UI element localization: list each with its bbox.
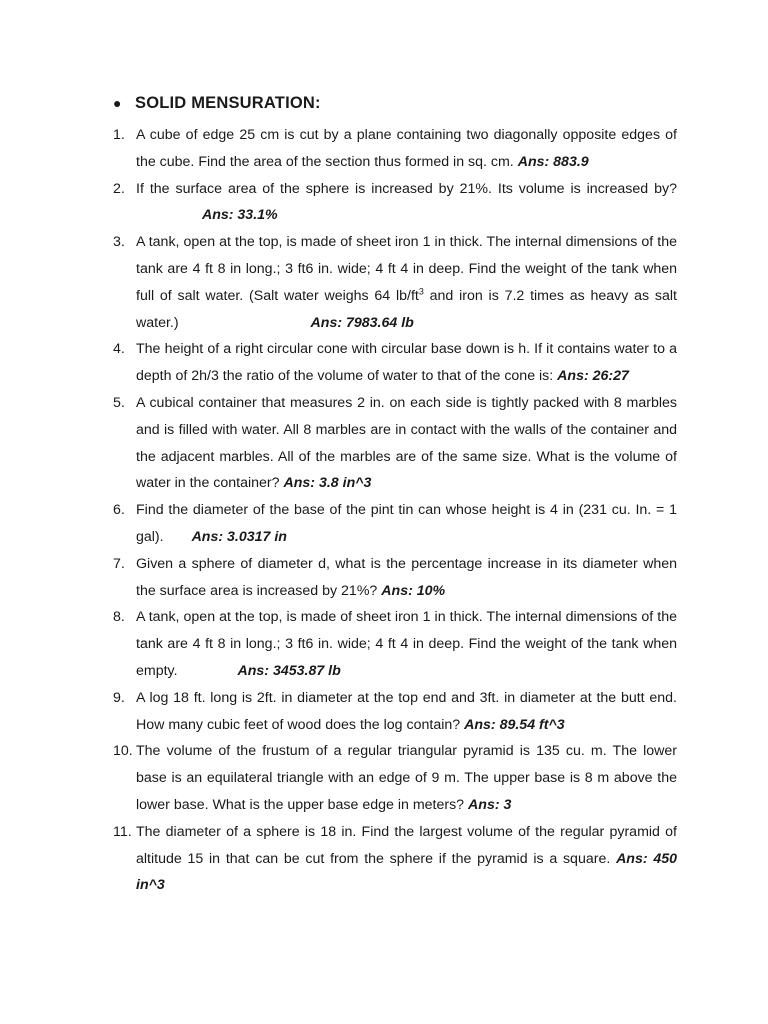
problem-answer: Ans: 7983.64 lb <box>310 314 414 331</box>
problem-text: The diameter of a sphere is 18 in. Find the largest volume of the regular pyramid of altitude 15 in that can be cut from the sphere if the pyramid is a square. <box>136 823 677 867</box>
problem-number: 6. <box>113 502 125 519</box>
problem-item <box>113 176 677 230</box>
section-title: SOLID MENSURATION: <box>135 94 321 112</box>
problem-text: A tank, open at the top, is made of sheet iron 1 in thick. The internal dimensions of the tank are 4 ft 8 in long.; 3 ft6 in. wide; 4 ft 4 in deep. Find the weight of the tank when empty. <box>136 609 677 679</box>
section-heading <box>113 94 321 113</box>
problem-number: 9. <box>113 689 125 706</box>
superscript: 3 <box>418 286 424 297</box>
problem-text: The volume of the frustum of a regular triangular pyramid is 135 cu. m. The lower base is an equilateral triangle with an edge of 9 m. The upper base is 8 m above the lower base. What is the upper base edge in meters? <box>136 743 677 813</box>
problem-text: If the surface area of the sphere is increased by 21%. Its volume is increased by? <box>136 180 677 197</box>
problem-item <box>113 819 677 899</box>
problem-number: 7. <box>113 555 125 572</box>
problem-number: 5. <box>113 394 125 411</box>
problem-number: 3. <box>113 234 125 251</box>
problem-number: 4. <box>113 341 125 358</box>
problem-text: A cubical container that measures 2 in. on each side is tightly packed with 8 marbles and is filled with water. All 8 marbles are in contact with the walls of the container and the adjacent marbles. All of the marbles are of the same size. What is the volume of water in the container? <box>136 394 677 492</box>
problem-text: Find the diameter of the base of the pint tin can whose height is 4 in (231 cu. In. = 1 gal). <box>136 502 677 545</box>
problem-item <box>113 229 677 336</box>
problem-text: A cube of edge 25 cm is cut by a plane containing two diagonally opposite edges of the cube. Find the area of the section thus formed in sq. cm. <box>136 127 677 170</box>
problem-answer: Ans: 3453.87 lb <box>237 662 341 679</box>
problem-text: The height of a right circular cone with circular base down is h. If it contains water to a depth of 2h/3 the ratio of the volume of water to that of the cone is: <box>136 341 677 385</box>
problem-text-continued: and iron is 7.2 times as heavy as salt water.) <box>136 287 678 331</box>
problem-answer: Ans: 89.54 ft^3 <box>464 716 565 733</box>
problem-list <box>113 122 677 899</box>
problem-item <box>113 336 677 390</box>
problem-item <box>113 551 677 605</box>
problem-number: 8. <box>113 609 125 626</box>
problem-text: A tank, open at the top, is made of sheet iron 1 in thick. The internal dimensions of the tank are 4 ft 8 in long.; 3 ft6 in. wide; 4 ft 4 in deep. Find the weight of the tank when full of salt water. (Salt water weighs 64 lb/ft <box>136 234 677 304</box>
problem-number: 2. <box>113 180 125 197</box>
problem-text: Given a sphere of diameter d, what is the percentage increase in its diameter when the surface area is increased by 21%? <box>136 555 677 599</box>
problem-item <box>113 390 677 497</box>
problem-item <box>113 122 677 176</box>
problem-answer: Ans: 3.0317 in <box>191 528 287 545</box>
problem-answer: Ans: 450 in^3 <box>136 850 678 894</box>
problem-number: 11. <box>113 823 132 840</box>
problem-number: 10. <box>113 743 133 760</box>
problem-text: A log 18 ft. long is 2ft. in diameter at the top end and 3ft. in diameter at the butt end. How many cubic feet of wood does the log contain? <box>136 689 677 733</box>
problem-answer: Ans: 3 <box>468 796 512 813</box>
problem-number: 1. <box>113 127 125 143</box>
problem-answer: Ans: 3.8 in^3 <box>283 475 372 492</box>
problem-item <box>113 685 677 739</box>
problem-answer: Ans: 10% <box>381 582 446 599</box>
bullet-icon: ● <box>113 95 122 111</box>
problem-item <box>113 604 677 684</box>
problem-item <box>113 738 677 818</box>
problem-answer: Ans: 26:27 <box>557 368 629 385</box>
problem-answer: Ans: 33.1% <box>201 207 278 224</box>
problem-answer: Ans: 883.9 <box>517 153 589 170</box>
problem-item <box>113 497 677 551</box>
